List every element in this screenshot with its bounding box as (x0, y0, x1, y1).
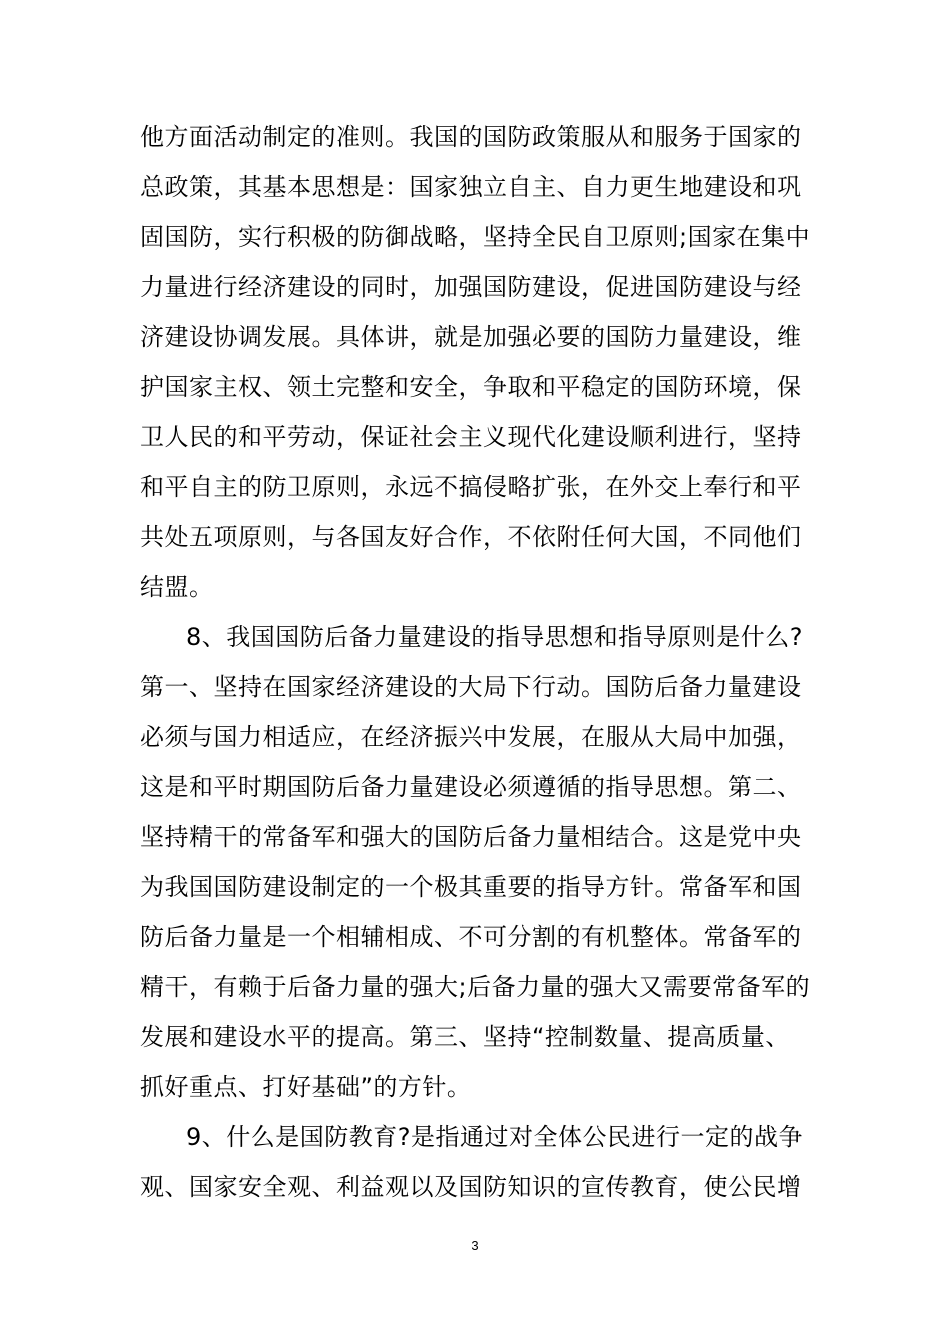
body-text (140, 112, 820, 1212)
text-line: 固国防，实行积极的防御战略，坚持全民自卫原则;国家在集中 (140, 223, 811, 251)
text-line: 发展和建设水平的提高。第三、坚持“控制数量、提高质量、 (140, 1023, 790, 1051)
page-number: 3 (471, 1238, 479, 1253)
text-line: 总政策，其基本思想是：国家独立自主、自力更生地建设和巩 (140, 173, 802, 201)
text-line: 8、我国国防后备力量建设的指导思想和指导原则是什么? (186, 623, 804, 651)
text-line: 坚持精干的常备军和强大的国防后备力量相结合。这是党中央 (140, 823, 802, 851)
text-line: 力量进行经济建设的同时，加强国防建设，促进国防建设与经 (140, 273, 802, 301)
text-line: 他方面活动制定的准则。我国的国防政策服从和服务于国家的 (140, 123, 802, 151)
text-line: 结盟。 (140, 573, 214, 601)
text-line: 济建设协调发展。具体讲，就是加强必要的国防力量建设，维 (140, 323, 802, 351)
text-line: 观、国家安全观、利益观以及国防知识的宣传教育，使公民增 (140, 1173, 802, 1201)
text-line: 精干，有赖于后备力量的强大;后备力量的强大又需要常备军的 (140, 973, 811, 1001)
text-line: 9、什么是国防教育?是指通过对全体公民进行一定的战争 (186, 1123, 804, 1151)
text-line: 和平自主的防卫原则，永远不搞侵略扩张，在外交上奉行和平 (140, 473, 802, 501)
text-line: 为我国国防建设制定的一个极其重要的指导方针。常备军和国 (140, 873, 802, 901)
text-line: 第一、坚持在国家经济建设的大局下行动。国防后备力量建设 (140, 673, 802, 701)
text-line: 必须与国力相适应，在经济振兴中发展，在服从大局中加强， (140, 723, 802, 751)
text-line: 这是和平时期国防后备力量建设必须遵循的指导思想。第二、 (140, 773, 802, 801)
text-line: 共处五项原则，与各国友好合作，不依附任何大国，不同他们 (140, 523, 802, 551)
text-line: 抓好重点、打好基础”的方针。 (140, 1073, 472, 1101)
text-line: 防后备力量是一个相辅相成、不可分割的有机整体。常备军的 (140, 923, 802, 951)
text-line: 护国家主权、领土完整和安全，争取和平稳定的国防环境，保 (140, 373, 802, 401)
text-line: 卫人民的和平劳动，保证社会主义现代化建设顺利进行，坚持 (140, 423, 802, 451)
